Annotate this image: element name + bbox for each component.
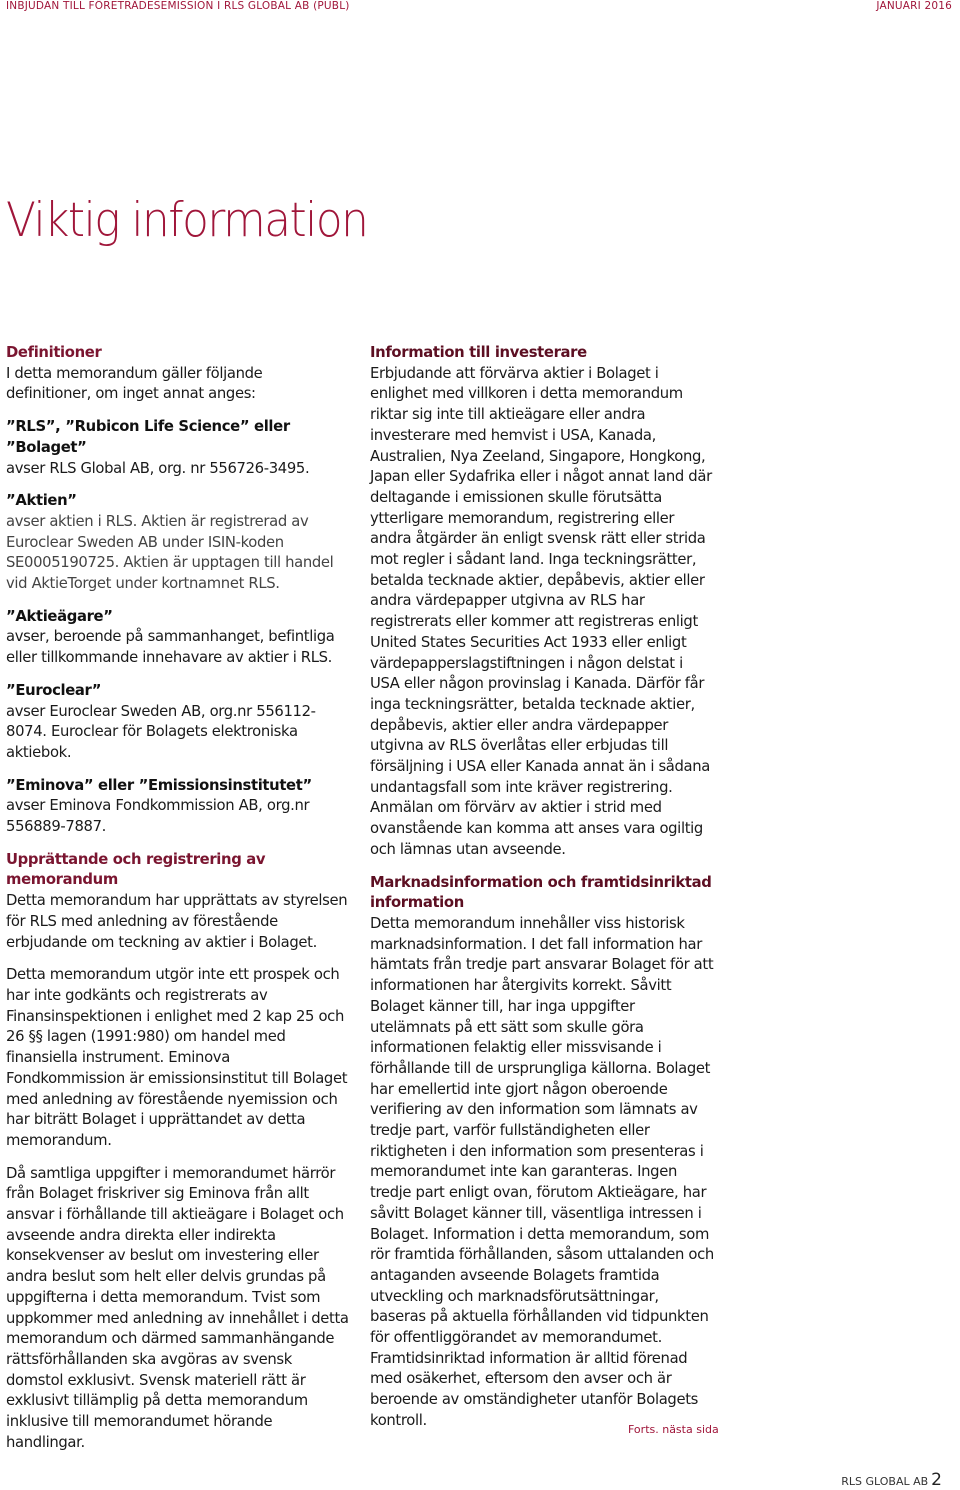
left-column bbox=[6, 343, 351, 1453]
definition-text: avser Eminova Fondkommission AB, org.nr 556889-7887. bbox=[6, 797, 310, 836]
page-number: 2 bbox=[931, 1470, 942, 1490]
page-footer bbox=[841, 1470, 942, 1490]
definition-item bbox=[6, 607, 351, 669]
investors-heading: Information till investerare bbox=[370, 344, 587, 361]
definition-term: ”Aktieägare” bbox=[6, 607, 113, 625]
continued-note: Forts. nästa sida bbox=[628, 1423, 719, 1436]
market-paragraph: Detta memorandum innehåller viss historisk marknadsinformation. I det fall information har hämtats från tredje part ansvarar Bolaget för att informationen har återgivits korrekt. Såvitt Bolaget känner till, har inga uppgifter utelämnats på ett sätt som skulle göra informationen felaktig eller missvisande i förhållande till de ursprungliga källorna. Bolaget har emellertid inte gjort någon oberoende verifiering av den information som lämnats av tredje part, varför fullständigheten eller riktigheten i den information som presenteras i memorandumet inte kan garanteras. Ingen tredje part enligt ovan, förutom Aktieägare, har såvitt Bolaget känner till, väsentliga intressen i Bolaget. Information i detta memorandum, som rör framtida förhållanden, såsom uttalanden och antaganden avseende Bolagets framtida utveckling och marknadsförutsättningar, baseras på aktuella förhållanden vid tidpunkten för offentliggörandet av memorandumet. Framtidsinriktad information är alltid förenad med osäkerhet, eftersom den avser och är beroende av omständigheter utanför Bolagets kontroll. bbox=[370, 914, 714, 1429]
footer-company: RLS GLOBAL AB bbox=[841, 1475, 929, 1488]
definition-text: avser, beroende på sammanhanget, befintliga eller tillkommande innehavare av aktier i RLS. bbox=[6, 628, 335, 667]
preparation-paragraph: Då samtliga uppgifter i memorandumet härrör från Bolaget friskriver sig Eminova från allt ansvar i förhållande till aktieägare i Bolaget och avseende andra direkta eller indirekta konsekvenser av beslut om investering eller andra beslut som helt eller delvis grundas på uppgifterna i detta memorandum. Tvist som uppkommer med anledning av innehållet i detta memorandum och därmed sammanhängande rättsförhållanden ska avgöras av svensk domstol exklusivt. Svensk materiell rätt är exklusivt tillämplig på detta memorandum inklusive till memorandumet hörande handlingar. bbox=[6, 1164, 349, 1451]
preparation-paragraph: Detta memorandum har upprättats av styrelsen för RLS med anledning av förestående erbjudande om teckning av aktier i Bolaget. bbox=[6, 892, 348, 951]
running-header-date: JANUARI 2016 bbox=[876, 0, 952, 12]
preparation-paragraph: Detta memorandum utgör inte ett prospek och har inte godkänts och registrerats av Finansinspektionen i enlighet med 2 kap 25 och 26 §§ lagen (1991:980) om handel med finansiella instrument. Eminova Fondkommission är emissionsinstitut till Bolaget med anledning av förestående nyemission och har biträtt Bolaget i upprättandet av detta memorandum. bbox=[6, 966, 348, 1149]
definition-item bbox=[6, 491, 351, 595]
definitions-heading: Definitioner bbox=[6, 344, 102, 361]
running-header-title: INBJUDAN TILL FÖRETRÄDESEMISSION I RLS GLOBAL AB (PUBL) bbox=[6, 0, 350, 12]
definitions-intro: I detta memorandum gäller följande definitioner, om inget annat anges: bbox=[6, 364, 263, 403]
definition-text: avser Euroclear Sweden AB, org.nr 556112-8074. Euroclear för Bolagets elektroniska aktiebok. bbox=[6, 702, 316, 761]
right-column bbox=[370, 343, 715, 1432]
definition-term: ”RLS”, ”Rubicon Life Science” eller ”Bolaget” bbox=[6, 418, 290, 456]
market-heading: Marknadsinformation och framtidsinriktad information bbox=[370, 873, 712, 912]
definition-item bbox=[6, 776, 351, 838]
definition-text: avser aktien i RLS. Aktien är registrerad av Euroclear Sweden AB under ISIN-koden SE0005190725. Aktien är upptagen till handel vid AktieTorget under kortnamnet RLS. bbox=[6, 512, 334, 593]
definition-item bbox=[6, 417, 351, 479]
definition-item bbox=[6, 681, 351, 764]
preparation-heading: Upprättande och registrering av memorandum bbox=[6, 850, 266, 889]
definition-term: ”Eminova” eller ”Emissionsinstitutet” bbox=[6, 776, 312, 794]
definition-term: ”Euroclear” bbox=[6, 681, 102, 699]
page-title: Viktig information bbox=[6, 193, 368, 248]
definition-term: ”Aktien” bbox=[6, 492, 77, 510]
definition-text: avser RLS Global AB, org. nr 556726-3495. bbox=[6, 459, 310, 477]
investors-paragraph: Erbjudande att förvärva aktier i Bolaget i enlighet med villkoren i detta memorandum riktar sig inte till aktieägare eller andra investerare med hemvist i USA, Kanada, Australien, Nya Zeeland, Singapore, Hongkong, Japan eller Sydafrika eller i något annat land där deltagande i emissionen skulle förutsätta ytterligare memorandum, registrering eller andra åtgärder än enligt svensk rätt eller strida mot regler i sådant land. Inga teckningsrätter, betalda tecknade aktier, depåbevis, aktier eller andra värdepapper utgivna av RLS har registrerats eller kommer att registreras enligt United States Securities Act 1933 eller enligt värdepapperslagstiftningen i någon delstat i USA eller någon provinslag i Kanada. Därför får inga teckningsrätter, betalda tecknade aktier, depåbevis, aktier eller andra värdepapper utgivna av RLS överlåtas eller erbjudas till försäljning i USA eller Kanada annat än i sådana undantagsfall som inte kräver registrering. Anmälan om förvärv av aktier i strid med ovanstående kan komma att anses vara ogiltig och lämnas utan avseende. bbox=[370, 364, 712, 858]
